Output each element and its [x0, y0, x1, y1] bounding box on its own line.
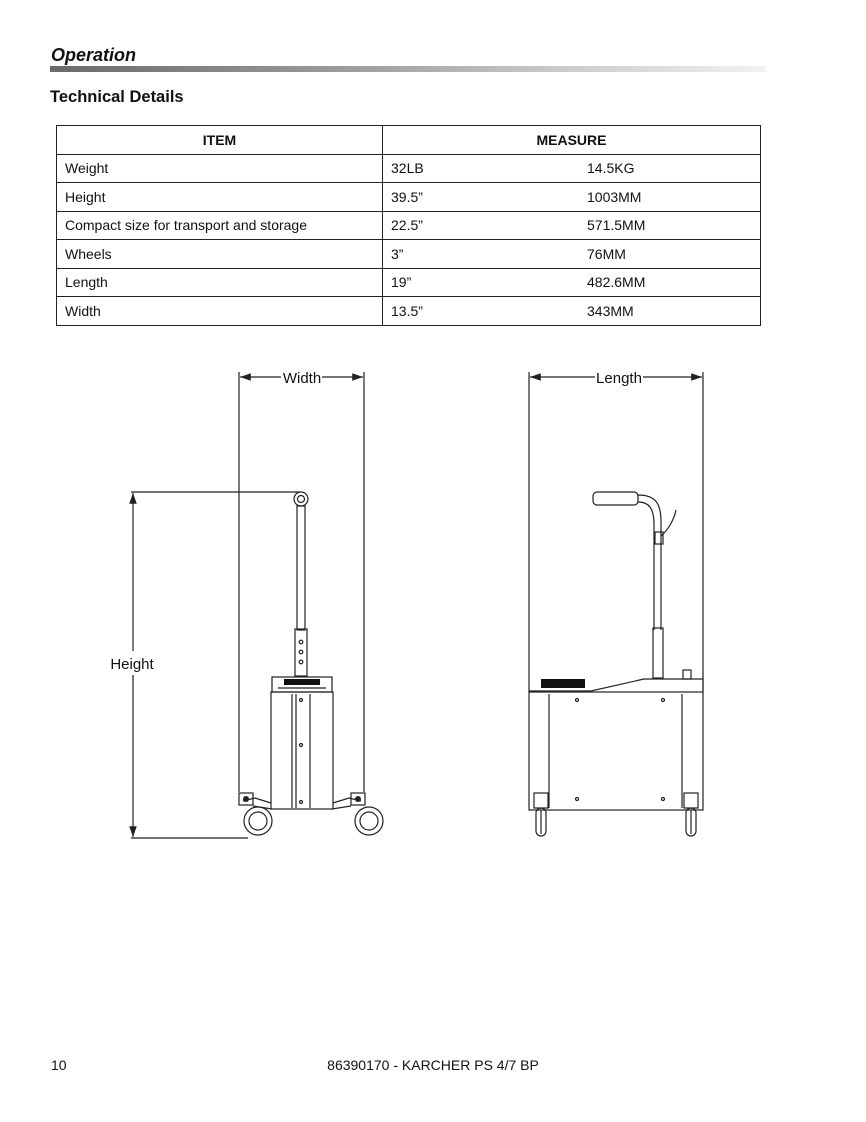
body-screw — [300, 744, 303, 747]
width-label: Width — [282, 370, 322, 387]
front-right-wheel — [355, 807, 383, 835]
height-label: Height — [110, 656, 154, 673]
pole-hole — [299, 650, 303, 654]
pole-hole — [299, 640, 303, 644]
measure-us: 19” — [391, 274, 412, 291]
row-item: Width — [57, 297, 383, 326]
side-right-caster-mount — [684, 793, 698, 808]
front-right-strut — [332, 806, 351, 809]
body-screw — [662, 699, 665, 702]
side-handle-grip — [593, 492, 638, 505]
side-pole-outer — [638, 495, 661, 630]
measure-us: 13.5” — [391, 302, 423, 319]
row-item: Wheels — [57, 240, 383, 269]
measure-us: 22.5” — [391, 217, 423, 234]
front-right-wheel-hub — [360, 812, 378, 830]
side-valve — [683, 670, 691, 679]
section-title: Operation — [51, 45, 137, 65]
side-body — [529, 692, 703, 810]
front-left-wheel — [244, 807, 272, 835]
front-view-drawing — [110, 370, 383, 838]
page-number: 10 — [51, 1057, 67, 1073]
side-lower-pole — [653, 628, 663, 678]
front-upper-pole — [297, 506, 305, 630]
column-header-item: ITEM — [57, 126, 383, 155]
caster-pin — [355, 796, 361, 802]
body-screw — [300, 801, 303, 804]
measure-metric: 482.6MM — [587, 274, 646, 291]
body-screw — [662, 798, 665, 801]
measure-metric: 343MM — [587, 302, 634, 319]
length-label: Length — [596, 370, 642, 387]
front-handle-ring — [294, 492, 308, 506]
measure-us: 39.5” — [391, 188, 423, 205]
body-screw — [576, 699, 579, 702]
body-screw — [576, 798, 579, 801]
front-cap-dark — [284, 679, 320, 685]
front-handle-ring-inner — [298, 496, 305, 503]
measure-metric: 1003MM — [587, 188, 642, 205]
side-left-caster-mount — [534, 793, 548, 808]
side-control-dark — [541, 679, 585, 688]
caster-pin — [243, 796, 249, 802]
measure-metric: 571.5MM — [587, 217, 646, 234]
front-body — [271, 692, 333, 809]
body-screw — [300, 699, 303, 702]
row-item: Compact size for transport and storage — [57, 211, 383, 240]
side-view-drawing — [529, 370, 703, 836]
side-pole-inner — [638, 502, 654, 630]
footer-document-id: 86390170 - KARCHER PS 4/7 BP — [327, 1057, 539, 1073]
pole-hole — [299, 660, 303, 664]
page-subheading: Technical Details — [50, 88, 184, 106]
measure-us: 3” — [391, 245, 404, 262]
side-cord-clip — [655, 532, 663, 544]
measure-metric: 14.5KG — [587, 160, 635, 177]
front-left-wheel-hub — [249, 812, 267, 830]
column-header-measure: MEASURE — [383, 126, 761, 155]
row-item: Height — [57, 183, 383, 212]
measure-us: 32LB — [391, 160, 424, 177]
row-item: Length — [57, 268, 383, 297]
front-lower-pole — [295, 629, 307, 676]
row-item: Weight — [57, 154, 383, 183]
measure-metric: 76MM — [587, 245, 626, 262]
